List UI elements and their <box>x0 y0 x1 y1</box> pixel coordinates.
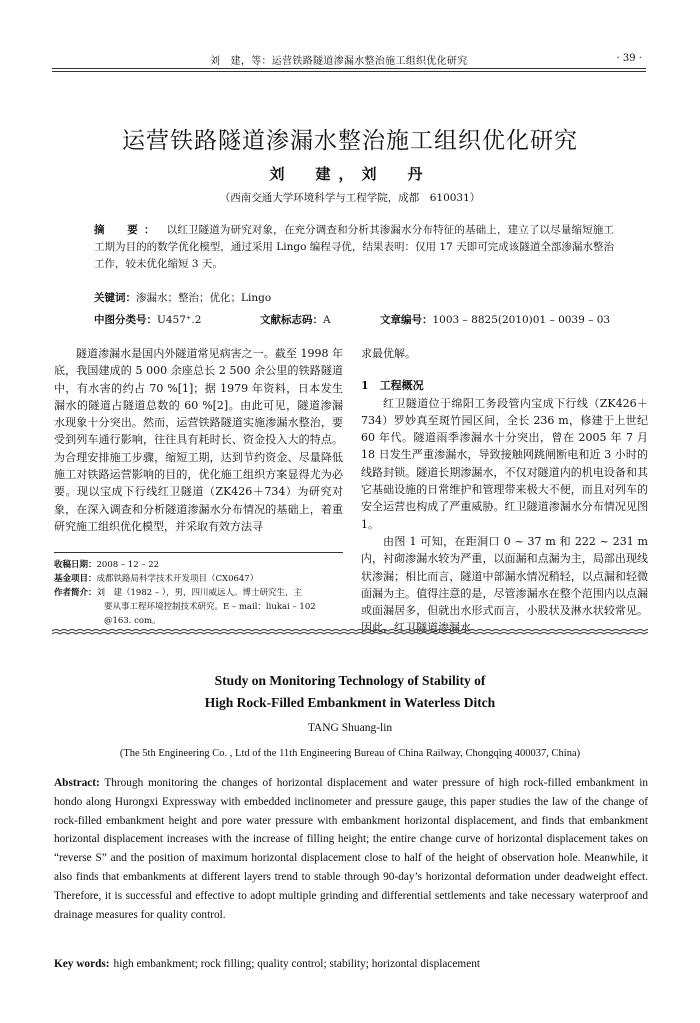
header-rule <box>52 68 646 69</box>
clc-number: 中图分类号：U457⁺.2 <box>94 314 202 326</box>
abstract-en-label: Abstract: <box>54 777 100 789</box>
abstract-cn-label: 摘 要： <box>94 224 161 236</box>
author-en: TANG Shuang-lin <box>307 722 393 734</box>
paper-title-cn: 运营铁路隧道渗漏水整治施工组织优化研究 <box>122 128 578 154</box>
fund-project: 基金项目：成都铁路局科学技术开发项目（CX0647） <box>54 574 259 584</box>
paper-title-en <box>0 670 700 714</box>
keywords-cn <box>94 290 271 305</box>
document-code: 文献标志码：A <box>260 314 331 326</box>
header-rule-thin <box>52 71 646 72</box>
footnote-rule <box>54 552 343 553</box>
keywords-cn-label: 关键词： <box>94 292 136 304</box>
paragraph: 由图 1 可知，在距洞口 0 ~ 37 m 和 222 ~ 231 m 内，衬砌渗漏水较为严重，以面漏和点漏为主，局部出现线状渗漏；相比而言，隧道中部漏水情况稍轻，以点漏和轻微面漏为主。值得注意的是，尽管渗漏水在整个范围内以点漏或面漏居多，但就出水形式而言，小股状及淋水状较常见。因此，红卫隧道渗漏水 <box>361 534 648 635</box>
title-en-line2: High Rock-Filled Embankment in Waterless Ditch <box>204 695 496 710</box>
authors-cn: 刘 建，刘 丹 <box>269 165 431 183</box>
keywords-en-text: high embankment; rock filling; quality control; stability; horizontal displacement <box>113 958 480 970</box>
keywords-en <box>54 958 480 970</box>
abstract-cn-text: 以红卫隧道为研究对象，在充分调查和分析其渗漏水分布特征的基础上，建立了以尽量缩短施工工期为目的的数学优化模型，通过采用 Lingo 编程寻优，结果表明：仅用 17 天即可完成该隧道全部渗漏水整治工作，较未优化缩短 3 天。 <box>94 224 615 270</box>
title-en-line1: Study on Monitoring Technology of Stability of <box>214 673 486 688</box>
section-heading: 1 工程概况 <box>361 379 424 393</box>
body-column-right <box>361 345 648 637</box>
abstract-en <box>54 774 648 924</box>
running-header-title: 刘 建，等：运营铁路隧道渗漏水整治施工组织优化研究 <box>210 56 468 67</box>
abstract-cn <box>94 222 614 273</box>
page-number: · 39 · <box>616 53 642 64</box>
footnotes <box>54 558 343 628</box>
wavy-divider <box>52 628 648 636</box>
author-bio: 作者简介：刘 建（1982 – ），男，四川威远人。博士研究生，主 要从事工程环境控制技术研究。E – mail：liukai – 102 @163. com。 <box>54 588 316 626</box>
keywords-cn-text: 渗漏水；整治；优化；Lingo <box>136 292 272 304</box>
abstract-en-text: Through monitoring the changes of horizontal displacement and water pressure of high rock-filled embankment in hondo along Hurongxi Expressway with embedded inclinometer and pressure gauge, this paper studies the law of the change of rock-filled embankment height and pore water pressure with embankment horizontal displacement, and finds that embankment horizontal displacement increases with the increase of filling height; the entire change curve of horizontal displacement takes on “reverse S” and the position of maximum horizontal displacement close to half of the height of observation hole. Meanwhile, it also finds that embankments at different layers trend to stable through 90-day’s horizontal deformation under deadweight effect. Therefore, it is successful and effective to adopt multiple grinding and differential settlements and take necessary waterproof and drainage measures for quality control. <box>54 777 648 921</box>
body-column-left: 隧道渗漏水是国内外隧道常见病害之一。截至 1998 年底，我国建成的 5 000 余座总长 2 500 余公里的铁路隧道中，有水害的约占 70 %[1]；据 1979 年资料，日本发生漏水的隧道占隧道总数的 60 %[2]。由此可见，隧道渗漏水现象十分突出。然而，运营铁路隧道实施渗漏水整治，要受到列车通行影响，往往具有耗时长、资金投入大的特点。为合理安排施工步骤，缩短工期，达到节约资金、尽量降低施工对铁路运营影响的目的，优化施工组织方案显得尤为必要。现以宝成下行线红卫隧道（ZK426＋734）为研究对象，在深入调查和分析隧道渗漏水分布情况的基础上，着重研究施工组织优化模型，并采取有效方法寻 <box>54 347 343 533</box>
received-date: 收稿日期：2008 – 12 – 22 <box>54 560 160 570</box>
article-number: 文章编号：1003 – 8825(2010)01 – 0039 – 03 <box>380 314 611 326</box>
affiliation-cn: （西南交通大学环境科学与工程学院，成都 610031） <box>219 192 481 204</box>
paragraph-continued: 求最优解。 <box>361 347 416 360</box>
keywords-en-label: Key words: <box>54 958 110 970</box>
affiliation-en: (The 5th Engineering Co. , Ltd of the 11th Engineering Bureau of China Railway, Chongqing 400037, China) <box>119 748 581 759</box>
paragraph: 红卫隧道位于绵阳工务段管内宝成下行线（ZK426＋734）罗妙真至斑竹园区间，全长 236 m，修建于上世纪 60 年代。隧道雨季渗漏水十分突出，曾在 2005 年 7 月 18 日发生严重渗漏水，导致接触网跳闸断电和近 3 小时的线路封锁。隧道长期渗漏水，不仅对隧道内的机电设备和其它基础设施的日常维护和管理带来极大不便，而且对列车的安全运营也构成了严重威胁。红卫隧道渗漏水分布情况见图 1。 <box>361 396 648 531</box>
